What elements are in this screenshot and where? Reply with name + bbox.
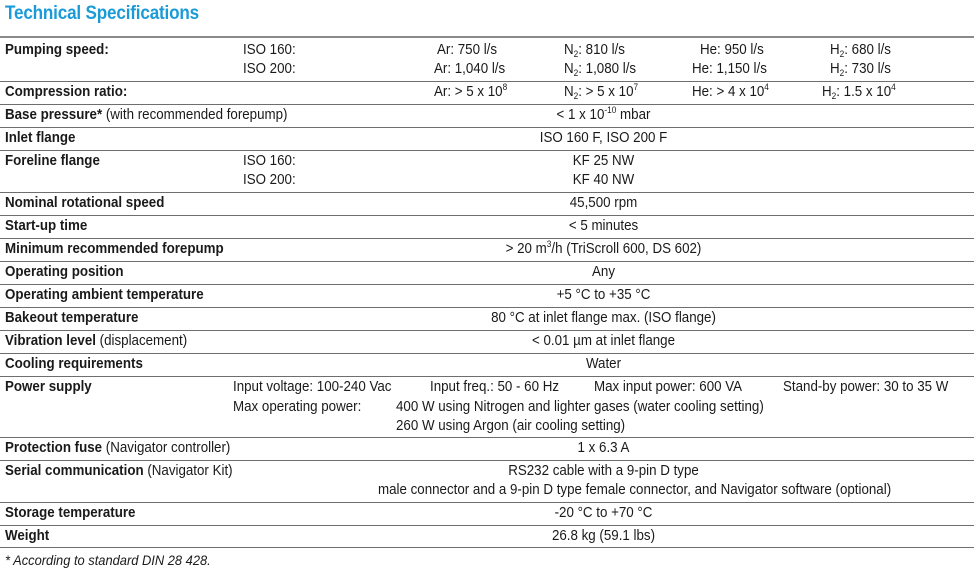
spec-row-inlet-flange [0,129,974,151]
spec-value-max-operating-argon: 260 W using Argon (air cooling setting) [396,418,626,434]
spec-value: KF 40 NW [572,172,635,188]
spec-value-he: He: > 4 x $10^4$ [692,82,769,100]
spec-value: > 20 $m^3/h$ (TriScroll 600, DS 602) [505,239,702,257]
spec-label: Minimum recommended forepump [5,241,224,257]
spec-label: Storage temperature [5,505,136,521]
spec-value: 1 x 6.3 A [577,440,630,456]
spec-row-compression-ratio [0,83,974,105]
spec-row-min-forepump [0,240,974,262]
spec-value-h2: $H_2$: 730 l/s [830,61,891,78]
spec-label: Bakeout temperature [5,310,139,326]
spec-value: 80 °C at inlet flange max. (ISO flange) [491,310,716,326]
spec-value: 45,500 rpm [569,195,638,211]
spec-value-n2: $N_2$: 1,080 l/s [564,61,637,78]
spec-value-ar: Ar: 750 l/s [437,42,498,58]
spec-value: KF 25 NW [572,153,635,169]
spec-value: ISO 160 F, ISO 200 F [539,130,668,146]
flange-size-label: ISO 200: [243,172,296,188]
spec-value-h2: $H_2$: 1.5 x $10^4$ [822,82,896,101]
spec-label: Base pressure* (with recommended forepump) [5,107,288,123]
spec-label: Compression ratio: [5,84,128,100]
spec-value-max-operating-label: Max operating power: [233,399,362,415]
header-divider [0,36,974,38]
footnote: * According to standard DIN 28 428. [5,552,211,568]
spec-label: Vibration level (displacement) [5,333,188,349]
spec-row-foreline-flange [0,152,974,171]
spec-value-h2: $H_2$: 680 l/s [830,42,891,59]
spec-label: Pumping speed: [5,42,109,58]
spec-value-he: He: 1,150 l/s [692,61,767,77]
spec-value-n2: $N_2$: > 5 x $10^7$ [564,82,639,101]
spec-row-power-supply [0,378,974,438]
spec-label: Nominal rotational speed [5,195,165,211]
spec-value-continued: male connector and a 9-pin D type female connector, and Navigator software (optional) [378,482,892,498]
spec-label: Foreline flange [5,153,100,169]
spec-label: Protection fuse (Navigator controller) [5,440,231,456]
spec-row-vibration [0,332,974,354]
spec-value-standby-power: Stand-by power: 30 to 35 W [783,379,949,395]
spec-row-weight [0,527,974,548]
spec-row-foreline-flange-200 [0,171,974,193]
spec-row-rotational-speed [0,194,974,216]
spec-value-n2: $N_2$: 810 l/s [564,42,625,59]
spec-value: 26.8 kg (59.1 lbs) [551,528,656,544]
spec-value: Water [585,356,622,372]
spec-row-pumping-speed-200 [0,60,974,82]
spec-row-bakeout-temp [0,309,974,331]
spec-label: Power supply [5,379,92,395]
flange-size-label: ISO 160: [243,42,296,58]
spec-row-startup-time [0,217,974,239]
spec-value: < 5 minutes [568,218,639,234]
spec-label: Serial communication (Navigator Kit) [5,463,233,479]
spec-row-pumping-speed [0,41,974,60]
spec-value: Any [592,264,615,280]
spec-value-max-input-power: Max input power: 600 VA [594,379,743,395]
spec-row-storage-temp [0,504,974,526]
spec-row-cooling [0,355,974,377]
spec-label: Operating ambient temperature [5,287,204,303]
spec-value: +5 °C to +35 °C [556,287,651,303]
spec-label: Inlet flange [5,130,76,146]
spec-value: RS232 cable with a 9-pin D type [508,463,699,479]
spec-value: -20 °C to +70 °C [554,505,653,521]
spec-row-operating-position [0,263,974,285]
spec-label: Operating position [5,264,124,280]
spec-value: < 0.01 µm at inlet flange [531,333,676,349]
spec-label: Start-up time [5,218,88,234]
spec-row-ambient-temp [0,286,974,308]
spec-value: < 1 x $10^{-10}$ mbar [556,105,651,123]
spec-value-ar: Ar: 1,040 l/s [434,61,506,77]
spec-label: Cooling requirements [5,356,143,372]
spec-value-ar: Ar: > 5 x $10^8$ [434,82,508,100]
spec-row-base-pressure [0,106,974,128]
spec-value-input-freq: Input freq.: 50 - 60 Hz [430,379,560,395]
spec-value-max-operating-nitrogen: 400 W using Nitrogen and lighter gases (water cooling setting) [396,399,764,415]
spec-row-serial-communication [0,462,974,503]
page-title: Technical Specifications [5,3,199,24]
spec-row-protection-fuse [0,439,974,461]
flange-size-label: ISO 200: [243,61,296,77]
flange-size-label: ISO 160: [243,153,296,169]
spec-value-input-voltage: Input voltage: 100-240 Vac [233,379,392,395]
spec-label: Weight [5,528,50,544]
spec-value-he: He: 950 l/s [700,42,764,58]
